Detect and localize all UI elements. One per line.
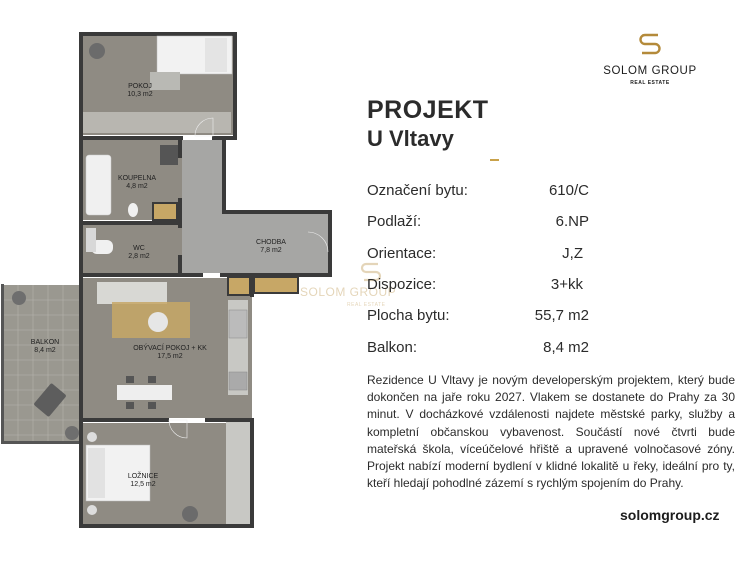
plant-icon	[12, 291, 26, 305]
spec-value: 610/C	[548, 182, 589, 199]
shaft	[153, 203, 177, 220]
spec-row	[367, 182, 589, 199]
bathtub	[86, 155, 111, 215]
room-label: POKOJ	[128, 83, 152, 90]
spec-row	[367, 307, 589, 324]
storage	[254, 277, 298, 293]
spec-label: Dispozice:	[367, 276, 437, 293]
brand-name: SOLOM GROUP	[603, 65, 697, 77]
spec-label: Plocha bytu:	[367, 307, 450, 324]
spec-label: Podlaží:	[367, 213, 422, 230]
title-accent	[490, 159, 499, 161]
project-description: Rezidence U Vltavy je novým developerským projektem, který bude dokončen na jaře roku 2027. Vlakem se dostanete do Prahy za 30 minut. V docházkové vzdálenosti najdete městské parky, služby a kompletní občanskou vybavenost. Součástí nové čtvrti bude mateřská škola, víceúčelové hřiště a upravené volnočasové zóny. Projekt nabízí moderní bydlení v klidné lokalitě u řeky, ideální pro ty, kteří hledají pohodlné zázemí s rychlým spojením do Prahy.	[367, 373, 735, 491]
plant-icon	[65, 426, 79, 440]
room-area: 2,8 m2	[128, 253, 150, 260]
sink-icon	[229, 372, 247, 390]
coffee-table	[148, 312, 168, 332]
sofa	[97, 282, 167, 304]
spec-value: 8,4 m2	[543, 339, 589, 356]
spec-row	[367, 339, 589, 356]
sink	[86, 228, 96, 252]
plant-icon	[182, 506, 198, 522]
pillow	[88, 448, 105, 498]
brand-tagline: REAL ESTATE	[630, 80, 670, 86]
spec-value: J,Z	[562, 245, 583, 262]
room-label: BALKON	[30, 339, 60, 346]
lamp-icon	[87, 505, 97, 515]
wardrobe	[226, 422, 250, 524]
room-area: 10,3 m2	[127, 91, 153, 98]
project-subtitle: U Vltavy	[367, 126, 454, 151]
spec-value: 6.NP	[555, 213, 589, 230]
room-area: 8,4 m2	[34, 347, 56, 354]
spec-label: Balkon:	[367, 339, 418, 356]
plant-icon	[89, 43, 105, 59]
rug	[150, 72, 180, 90]
room-area: 12,5 m2	[130, 481, 156, 488]
toilet	[128, 203, 138, 217]
room-label: LOŽNICE	[127, 473, 159, 480]
room-label: WC	[133, 245, 145, 252]
pillow	[205, 38, 227, 72]
spec-row	[367, 213, 589, 230]
spec-value: 3+kk	[550, 276, 583, 293]
spec-label: Orientace:	[367, 245, 437, 262]
room-area: 17,5 m2	[157, 353, 183, 360]
spec-row	[367, 245, 589, 262]
floor-plan	[0, 0, 360, 562]
spec-row	[367, 276, 589, 293]
spec-value: 55,7 m2	[534, 307, 589, 324]
room-area: 4,8 m2	[126, 183, 148, 190]
washing-machine	[160, 145, 178, 165]
room-label: CHODBA	[256, 239, 286, 246]
project-title: PROJEKT	[367, 96, 489, 124]
wardrobe	[83, 112, 231, 133]
shaft	[228, 277, 250, 295]
spec-label: Označení bytu:	[367, 182, 468, 199]
watermark-brand: SOLOM GROUP	[300, 285, 397, 299]
logo-s-icon	[637, 30, 663, 58]
website-link[interactable]: solomgroup.cz	[620, 507, 720, 523]
room-area: 7,8 m2	[260, 247, 282, 254]
watermark-tagline: REAL ESTATE	[347, 302, 386, 308]
room-label: KOUPELNA	[117, 175, 157, 182]
lamp-icon	[87, 432, 97, 442]
stove-icon	[229, 310, 247, 338]
balcony	[1, 284, 81, 444]
room-label: OBÝVACÍ POKOJ + KK	[133, 345, 207, 352]
brand-logo	[590, 30, 710, 86]
dining-table	[117, 385, 172, 400]
